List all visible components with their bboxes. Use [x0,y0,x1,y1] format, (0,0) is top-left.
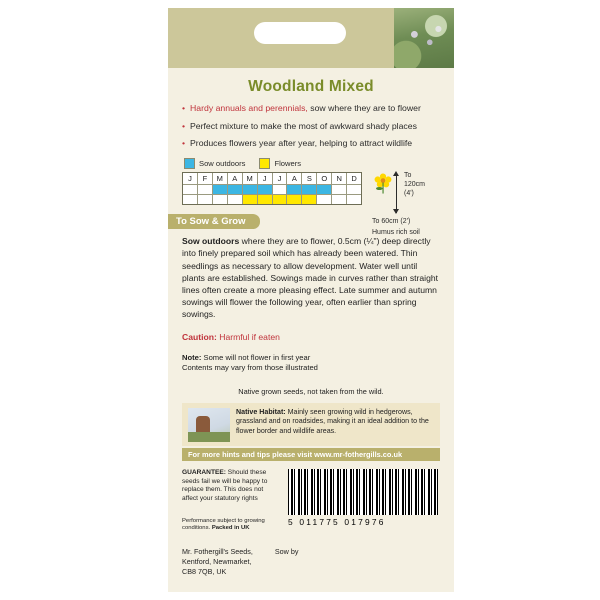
calendar-cell [258,195,273,204]
legend-item-flowers [259,158,301,169]
height-label [404,172,425,198]
calendar-cell [213,185,228,194]
list-item [182,121,440,133]
list-item [182,103,440,115]
legend-label: Sow outdoors [199,159,246,169]
calendar-flower-row [183,194,361,204]
caution-note [182,332,440,342]
month-cell: N [332,173,347,184]
calendar-month-header [183,173,361,184]
sowing-body: where they are to flower, 0.5cm (¼") deep directly into finely prepared soil which has already been watered. Thin seedlings as necessary to allow development. Water well until plants are established. Sowings made in curves rather than straight lines often create a more pleasing effect. Late summer and autumn sowings will flower the following year, often earlier than spring sowings. [182,236,439,320]
calendar-cell [287,195,302,204]
calendar-legend [184,158,440,169]
calendar-cell [198,185,213,194]
caution-text: Harmful if eaten [216,331,280,342]
sowing-lead: Sow outdoors [182,236,240,247]
month-cell: M [213,173,228,184]
packed-in-uk: Packed in UK [211,525,250,532]
guarantee-label: GUARANTEE: [182,468,226,476]
packet-header-strip [168,8,454,68]
calendar-cell [302,185,317,194]
guarantee-column [182,469,278,533]
height-to: To [404,172,412,180]
seed-packet [168,8,454,592]
month-cell: A [228,173,243,184]
address-line-1: Mr. Fothergill's Seeds, [182,547,253,557]
legend-label: Flowers [274,159,302,169]
feature-bullets [182,103,440,150]
month-cell: M [243,173,258,184]
calendar-sow-row [183,184,361,194]
calendar-cell [273,195,288,204]
hints-url-bar[interactable]: For more hints and tips please visit www.mr-fothergills.co.uk [182,448,440,461]
calendar-cell [228,185,243,194]
height-value-imperial: (4') [404,189,414,197]
month-cell: J [273,173,288,184]
address-line-2: Kentford, Newmarket, [182,557,252,567]
calendar-cell [198,195,213,204]
guarantee-and-barcode [182,469,440,533]
month-cell: O [317,173,332,184]
extra-note [182,353,440,374]
sow-by-label: Sow by [274,547,299,557]
arrow-down-icon [393,209,399,214]
height-diagram [370,172,440,237]
arrow-up-icon [393,171,399,176]
bullet-text: sow where they are to flower [307,103,421,113]
calendar-cell [273,185,288,194]
habitat-body: Mainly seen growing wild in hedgerows, grassland and on roadsides, making it an ideal addition to the flower border and wildlife areas. [236,407,429,435]
swatch-yellow-icon [259,158,270,169]
soil-label: Humus rich soil [372,229,420,237]
note-line-2: Contents may vary from those illustrated [182,363,318,373]
calendar-cell [258,185,273,194]
habitat-title: Native Habitat: [236,407,286,416]
habitat-illustration [188,408,230,442]
bullet-text: Perfect mixture to make the most of awkward shady places [190,120,417,131]
performance-note [182,518,278,533]
height-value: 120cm [404,180,426,188]
sow-and-grow-banner: To Sow & Grow [168,214,260,229]
calendar-cell [332,185,347,194]
address-line-3: CB8 7QB, UK [182,567,227,577]
height-arrow-line [396,173,397,213]
page-title: Woodland Mixed [248,78,374,95]
sowing-calendar [182,172,362,205]
address-row [182,547,440,577]
bullet-text: Produces flowers year after year, helping to attract wildlife [190,138,413,149]
calendar-cell [243,195,258,204]
spread-label: To 60cm (2') [372,218,411,226]
month-cell: J [183,173,198,184]
month-cell: A [287,173,302,184]
company-address [182,547,253,577]
barcode-digits: 5 011775 017976 [288,516,386,527]
calendar-cell [183,195,198,204]
month-cell: S [302,173,317,184]
calendar-cell [317,195,332,204]
plant-photo [394,8,454,68]
list-item [182,138,440,150]
calendar-cell [228,195,243,204]
barcode-block [288,469,440,533]
calendar-cell [287,185,302,194]
calendar-cell [243,185,258,194]
month-cell: D [351,174,357,184]
month-cell: J [258,173,273,184]
legend-item-sow [184,158,245,169]
performance-line-2: conditions. [182,525,212,532]
calendar-cell [332,195,347,204]
note-label: Note: [182,352,202,362]
performance-line-1: Performance subject to growing [182,517,265,524]
hang-hole [254,22,346,44]
barcode-image [288,469,438,515]
packet-content [168,68,454,577]
guarantee-body: Should these seeds fail we will be happy to replace them. This does not affect your statutory rights [182,468,268,502]
bullet-highlight: Hardy annuals and perennials, [190,103,308,113]
guarantee-text [182,469,278,504]
wild-seed-note: Native grown seeds, not taken from the wild. [238,386,384,396]
native-habitat-box [182,403,440,446]
note-line-1: Some will not flower in first year [201,352,311,362]
sowing-instructions [182,235,440,320]
caution-label: Caution: [182,331,217,342]
calendar-cell [317,185,332,194]
swatch-blue-icon [184,158,195,169]
calendar-cell [213,195,228,204]
calendar-cell [347,185,361,194]
month-cell: F [198,173,213,184]
flower-glyph-icon [372,172,394,194]
flower-icon [370,172,440,237]
calendar-cell [347,195,361,204]
calendar-cell [183,185,198,194]
habitat-text [236,408,434,437]
calendar-cell [302,195,317,204]
